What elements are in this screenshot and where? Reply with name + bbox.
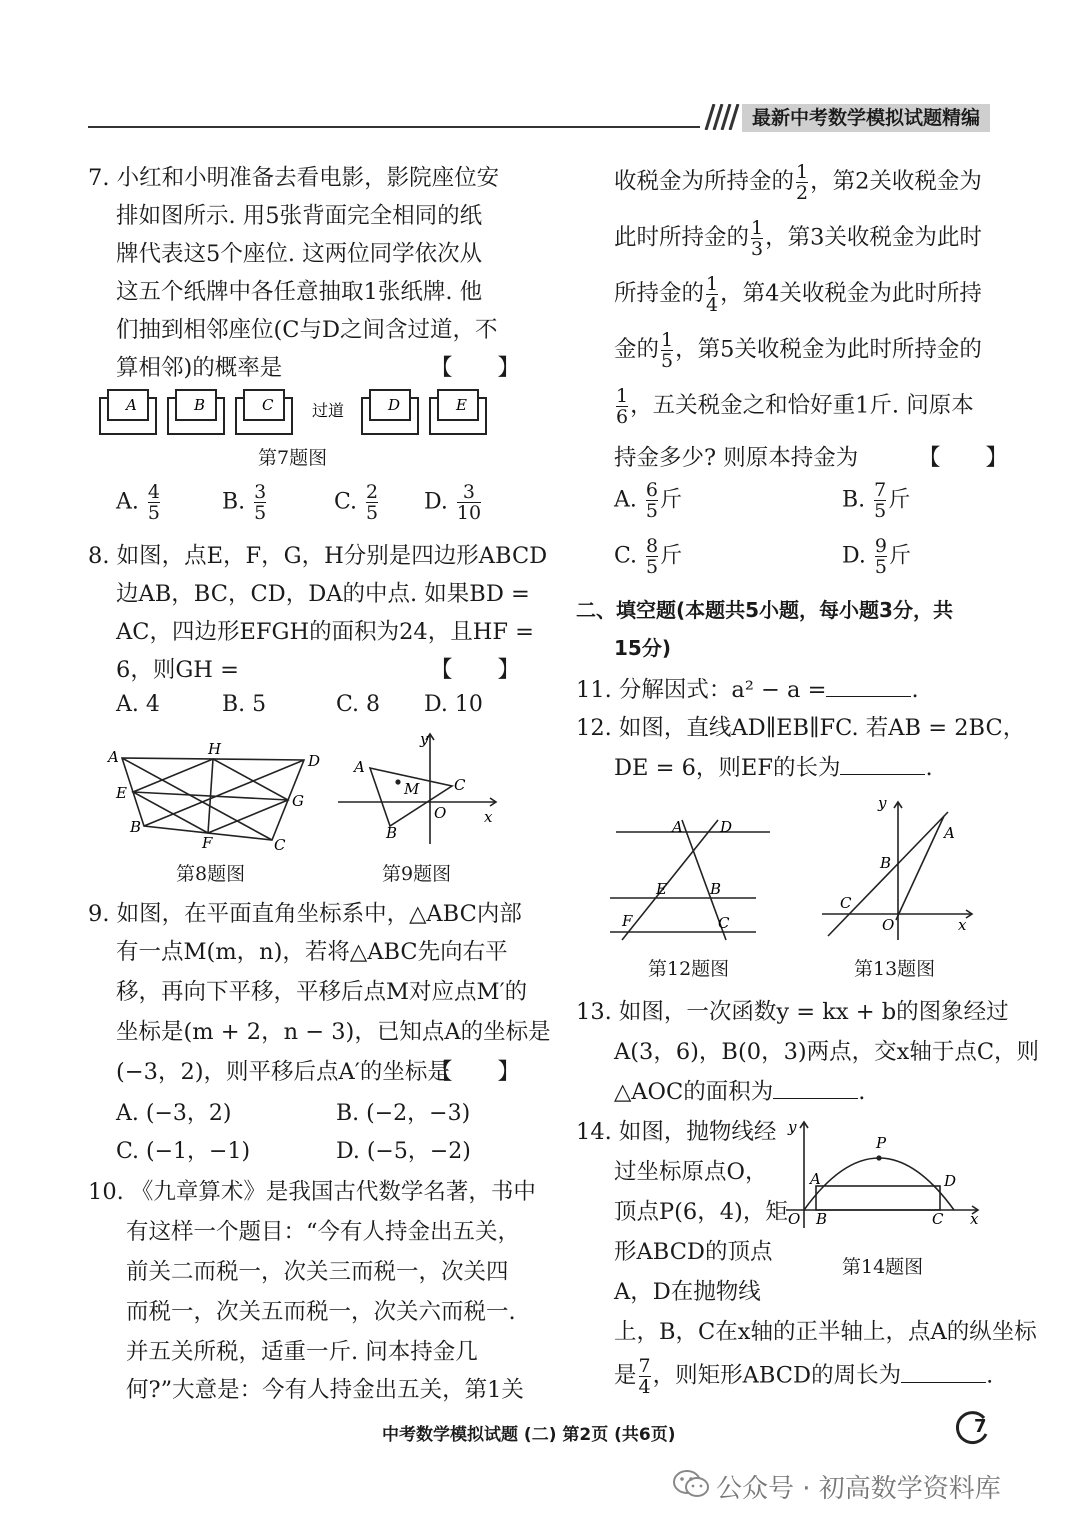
- q7-option-d[interactable]: D. $\frac{3}{10}$: [424, 481, 482, 524]
- q14-line-2: 过坐标原点O，: [614, 1159, 768, 1185]
- q10-right-line-5: $\frac{1}{6}$ ，五关税金之和恰好重1斤. 问原本: [616, 385, 974, 428]
- q8-line-1: 8. 如图，点E，F，G，H分别是四边形ABCD: [88, 543, 548, 569]
- f8-label-d: D: [308, 752, 321, 770]
- f14-label-p: P: [876, 1134, 887, 1152]
- q10-right-line-1: 收税金为所持金的 $\frac{1}{2}$ ，第2关收税金为: [614, 161, 982, 204]
- q7-option-c[interactable]: C. $\frac{2}{5}$: [334, 481, 379, 524]
- f14-label-d: D: [944, 1172, 957, 1190]
- figure-14-caption: 第14题图: [842, 1256, 924, 1278]
- q10-line-1: 10. 《九章算术》是我国古代数学名著，书中: [88, 1179, 536, 1205]
- f13-label-a: A: [944, 824, 955, 842]
- q14-line-7: 是 $\frac{7}{4}$ ，则矩形ABCD的周长为 .: [614, 1355, 994, 1398]
- seat-label-c: C: [262, 396, 274, 414]
- q10-answer-bracket: 【 】: [918, 445, 1009, 471]
- q8-option-b[interactable]: B. 5: [222, 692, 267, 717]
- f8-label-a: A: [108, 748, 119, 766]
- page-number: 7: [974, 1416, 987, 1437]
- q7-option-a[interactable]: A. $\frac{4}{5}$: [116, 481, 160, 524]
- q7-caption: 第7题图: [258, 447, 328, 469]
- q10-line-3: 前关二而税一，次关三而税一，次关四: [126, 1259, 509, 1285]
- q9-option-b[interactable]: B. (−2，−3): [336, 1101, 471, 1126]
- q13-line-1: 13. 如图，一次函数y = kx + b的图象经过: [576, 999, 1009, 1025]
- section-2-heading: 二、填空题(本题共5小题，每小题3分，共: [576, 598, 953, 622]
- figure-12-parallel-lines: [606, 810, 774, 944]
- q9-option-d[interactable]: D. (−5，−2): [336, 1139, 471, 1164]
- q13-line-3: △AOC的面积为 .: [614, 1074, 865, 1106]
- f13-label-c: C: [840, 894, 852, 912]
- f13-label-y: y: [878, 796, 887, 812]
- f12-label-c: C: [718, 914, 730, 932]
- q12-line-2: DE = 6，则EF的长为 .: [614, 750, 933, 782]
- q10-right-line-3: 所持金的 $\frac{1}{4}$ ，第4关收税金为此时所持: [614, 273, 982, 316]
- seat-label-b: B: [194, 396, 206, 414]
- f14-label-x: x: [970, 1210, 979, 1228]
- seat-label-d: D: [388, 396, 401, 414]
- q10-option-a[interactable]: A. $\frac{6}{5}$ 斤: [614, 479, 682, 522]
- q9-option-c[interactable]: C. (−1，−1): [116, 1139, 251, 1164]
- f14-label-y: y: [788, 1118, 797, 1136]
- q7-line-6: 算相邻)的概率是: [116, 355, 283, 381]
- f8-label-h: H: [208, 740, 222, 758]
- q8-line-2: 边AB，BC，CD，DA的中点. 如果BD =: [116, 581, 530, 607]
- f14-label-a: A: [810, 1170, 821, 1188]
- figure-8-caption: 第8题图: [176, 863, 246, 885]
- figure-12-caption: 第12题图: [648, 958, 730, 980]
- f12-label-e: E: [656, 880, 667, 898]
- q13-line-2: A(3，6)，B(0，3)两点，交x轴于点C，则: [614, 1039, 1040, 1065]
- f9-label-m: M: [404, 780, 420, 798]
- header-title: 最新中考数学模拟试题精编: [742, 104, 990, 132]
- q11-text: 11. 分解因式：a² − a = .: [576, 672, 919, 704]
- figure-9-triangle: [334, 730, 504, 848]
- q7-answer-bracket: 【 】: [430, 355, 521, 381]
- f9-label-x: x: [484, 808, 493, 826]
- f13-label-o: O: [882, 916, 895, 934]
- q9-line-4: 坐标是(m + 2，n − 3)，已知点A的坐标是: [116, 1019, 551, 1045]
- f13-label-b: B: [880, 854, 892, 872]
- q10-right-line-6: 持金多少? 则原本持金为: [614, 445, 859, 471]
- q14-line-1: 14. 如图，抛物线经: [576, 1119, 777, 1145]
- f12-label-d: D: [720, 818, 733, 836]
- q10-option-b[interactable]: B. $\frac{7}{5}$ 斤: [842, 479, 911, 522]
- figure-13-caption: 第13题图: [854, 958, 936, 980]
- q7-line-3: 牌代表这5个座位. 这两位同学依次从: [116, 241, 483, 267]
- q8-option-d[interactable]: D. 10: [424, 692, 483, 717]
- q14-line-6: 上，B，C在x轴的正半轴上，点A的纵坐标: [614, 1319, 1037, 1345]
- f9-label-c: C: [454, 776, 466, 794]
- q7-line-1: 7. 小红和小明准备去看电影，影院座位安: [88, 165, 500, 191]
- f9-label-a: A: [354, 758, 365, 776]
- f8-label-f: F: [202, 834, 213, 852]
- q9-line-1: 9. 如图，在平面直角坐标系中，△ABC内部: [88, 901, 522, 927]
- section-2-heading-cont: 15分): [614, 636, 671, 660]
- q7-seat-diagram: [96, 386, 496, 438]
- figure-8-quadrilateral: [104, 740, 324, 852]
- q10-right-line-4: 金的 $\frac{1}{5}$ ，第5关收税金为此时所持金的: [614, 329, 982, 372]
- f14-label-b: B: [816, 1210, 828, 1228]
- q12-answer-blank[interactable]: [840, 752, 925, 775]
- aisle-label: 过道: [312, 401, 345, 420]
- q9-line-5: (−3，2)，则平移后点A′的坐标是: [116, 1059, 450, 1085]
- q14-line-4: 形ABCD的顶点: [614, 1239, 773, 1265]
- q10-right-line-2: 此时所持金的 $\frac{1}{3}$ ，第3关收税金为此时: [614, 217, 982, 260]
- q10-option-c[interactable]: C. $\frac{8}{5}$ 斤: [614, 535, 683, 578]
- q8-answer-bracket: 【 】: [430, 657, 521, 683]
- q7-line-5: 们抽到相邻座位(C与D之间含过道，不: [116, 317, 498, 343]
- q11-answer-blank[interactable]: [826, 674, 911, 697]
- q10-line-6: 何?”大意是：今有人持金出五关，第1关: [126, 1377, 524, 1403]
- watermark-text: 公众号 · 初高数学资料库: [716, 1474, 1001, 1504]
- footer-page-info: 中考数学模拟试题 (二) 第2页 (共6页): [382, 1425, 676, 1445]
- q10-line-5: 并五关所税，适重一斤. 问本持金几: [126, 1339, 478, 1365]
- q8-line-3: AC，四边形EFGH的面积为24，且HF =: [116, 619, 534, 645]
- q9-line-2: 有一点M(m，n)，若将△ABC先向右平: [116, 939, 508, 965]
- f12-label-b: B: [710, 880, 722, 898]
- header-rule: [88, 126, 700, 128]
- seat-label-a: A: [126, 396, 137, 414]
- f14-label-o: O: [788, 1210, 801, 1228]
- q7-option-b[interactable]: B. $\frac{3}{5}$: [222, 481, 267, 524]
- f9-label-b: B: [386, 824, 398, 842]
- q9-option-a[interactable]: A. (−3，2): [116, 1101, 232, 1126]
- q7-line-2: 排如图所示. 用5张背面完全相同的纸: [116, 203, 483, 229]
- q8-option-c[interactable]: C. 8: [336, 692, 381, 717]
- q10-option-d[interactable]: D. $\frac{9}{5}$ 斤: [842, 535, 911, 578]
- figure-14-parabola: [782, 1118, 982, 1230]
- f9-label-o: O: [434, 804, 447, 822]
- wechat-icon: [672, 1468, 710, 1500]
- q7-line-4: 这五个纸牌中各任意抽取1张纸牌. 他: [116, 279, 483, 305]
- f8-label-c: C: [274, 836, 286, 852]
- seat-label-e: E: [456, 396, 467, 414]
- q14-answer-blank[interactable]: [901, 1360, 986, 1383]
- q10-line-2: 有这样一个题目：“今有人持金出五关，: [126, 1219, 521, 1245]
- f14-label-c: C: [932, 1210, 944, 1228]
- header-stripes: [700, 104, 740, 130]
- f8-label-b: B: [130, 818, 142, 836]
- q10-line-4: 而税一，次关五而税一，次关六而税一.: [126, 1299, 516, 1325]
- q14-line-3: 顶点P(6，4)，矩: [614, 1199, 788, 1225]
- f8-label-g: G: [292, 792, 304, 810]
- page-number-badge: [954, 1410, 990, 1446]
- q12-line-1: 12. 如图，直线AD∥EB∥FC. 若AB = 2BC，: [576, 715, 1026, 741]
- q8-option-a[interactable]: A. 4: [116, 692, 160, 717]
- figure-9-caption: 第9题图: [382, 863, 452, 885]
- f9-label-y: y: [420, 730, 429, 748]
- q14-line-5: A，D在抛物线: [614, 1279, 761, 1305]
- q13-answer-blank[interactable]: [773, 1076, 858, 1099]
- q9-line-3: 移，再向下平移，平移后点M对应点M′的: [116, 979, 528, 1005]
- f12-label-f: F: [622, 912, 633, 930]
- figure-13-linear-graph: [818, 796, 978, 942]
- f8-label-e: E: [116, 784, 127, 802]
- f12-label-a: A: [672, 818, 683, 836]
- q8-line-4: 6，则GH =: [116, 657, 239, 683]
- q9-answer-bracket: 【 】: [430, 1059, 521, 1085]
- f13-label-x: x: [958, 916, 967, 934]
